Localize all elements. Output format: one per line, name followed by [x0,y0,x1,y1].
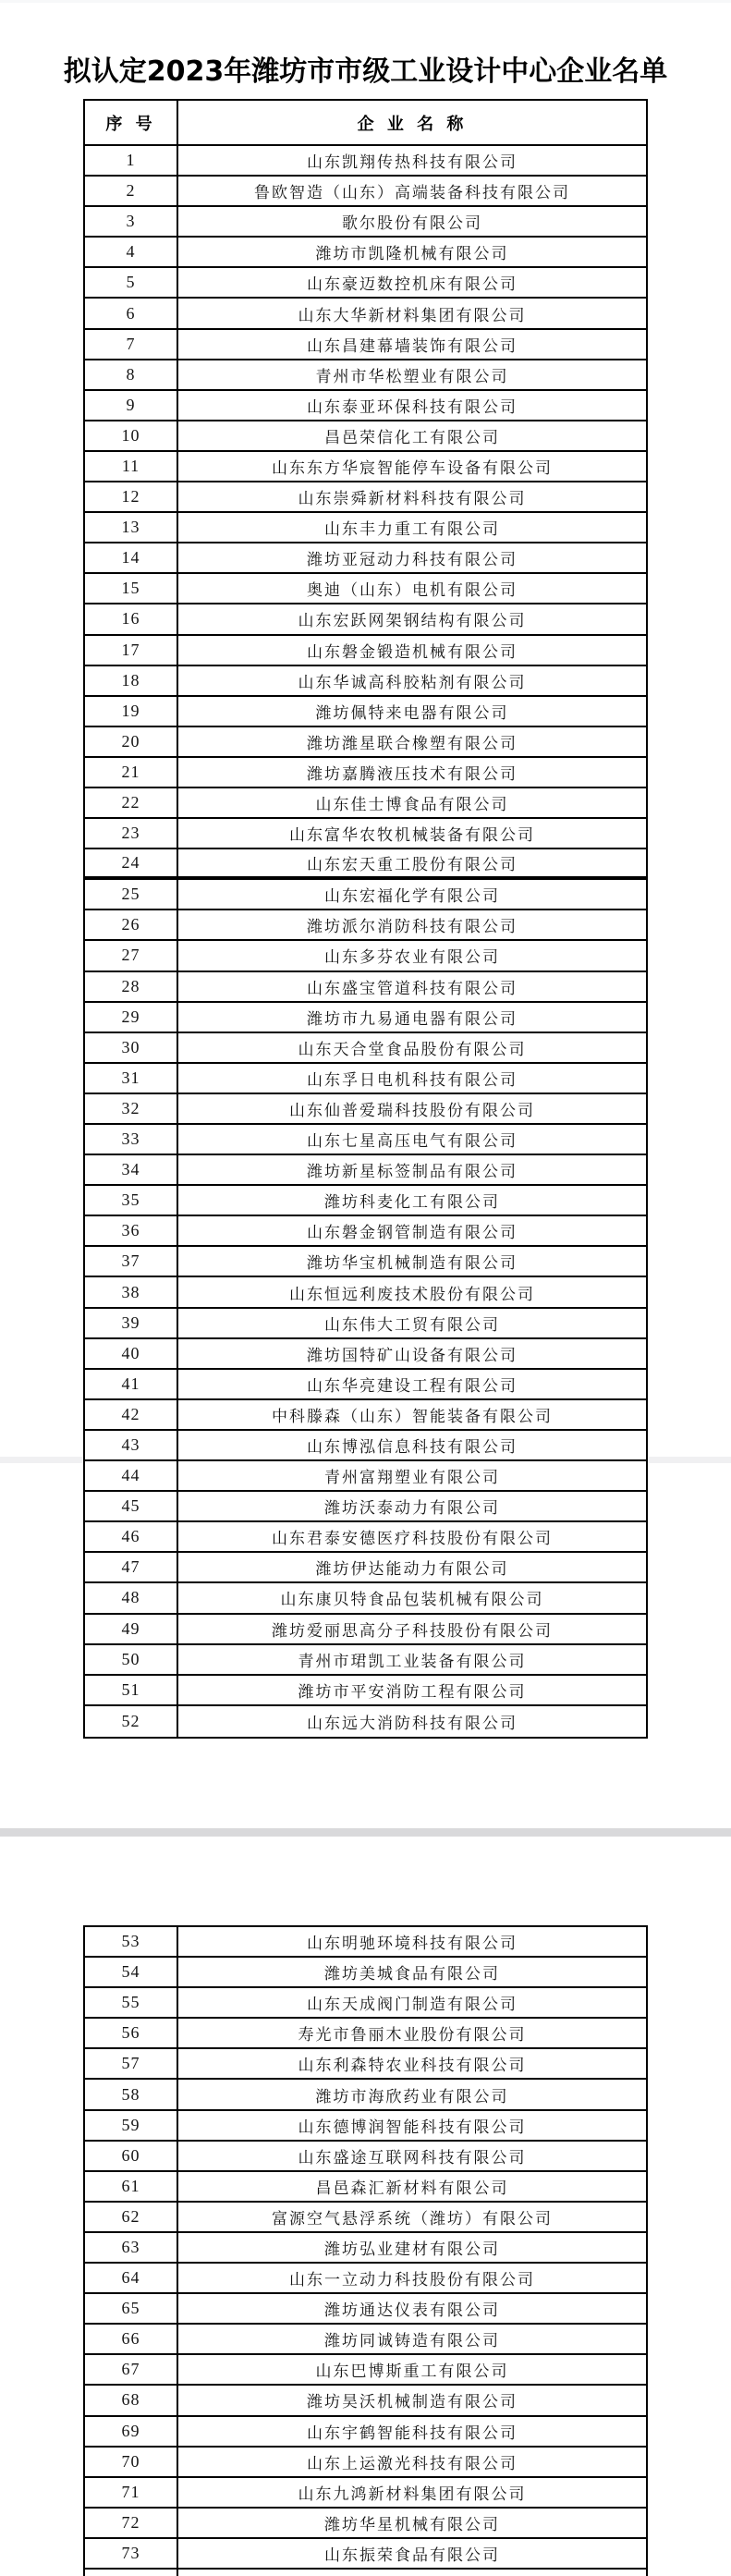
company-name: 山东豪迈数控机床有限公司 [307,275,518,294]
company-name: 潍坊派尔消防科技有限公司 [307,918,518,936]
table-row [85,1706,646,1737]
company-name: 潍坊市平安消防工程有限公司 [298,1682,527,1701]
row-index: 51 [85,1676,178,1704]
row-index: 38 [85,1277,178,1306]
company-name: 潍坊伊达能动力有限公司 [315,1560,509,1579]
table-row [85,910,646,941]
company-name: 昌邑荣信化工有限公司 [324,428,500,446]
table-row [85,2386,646,2416]
company-name: 山东天成阀门制造有限公司 [307,1996,518,2014]
row-index: 33 [85,1125,178,1154]
table-row [85,1064,646,1094]
company-name: 山东磐金锻造机械有限公司 [307,642,518,661]
table-row [85,2294,646,2325]
table-row [85,574,646,604]
table-row [85,1676,646,1706]
row-index: 60 [85,2142,178,2170]
table-row [85,604,646,635]
table-header-row [85,101,646,146]
company-name: 潍坊嘉腾液压技术有限公司 [307,764,518,783]
company-name: 山东东方华宸智能停车设备有限公司 [272,458,553,477]
row-index: 41 [85,1370,178,1398]
company-name: 山东盛宝管道科技有限公司 [307,979,518,997]
company-name: 山东一立动力科技股份有限公司 [289,2271,535,2289]
row-index: 22 [85,788,178,817]
company-name: 潍坊科麦化工有限公司 [324,1193,500,1212]
row-index: 37 [85,1247,178,1276]
table-row [85,727,646,758]
table-row-partial [85,2570,646,2576]
row-index: 14 [85,543,178,572]
table-row [85,452,646,482]
table-row [85,360,646,391]
row-index: 17 [85,636,178,665]
table-row [85,2049,646,2080]
company-name: 山东君泰安德医疗科技股份有限公司 [272,1530,553,1548]
table-row [85,2172,646,2203]
company-name: 山东佳士博食品有限公司 [315,796,509,814]
company-name: 潍坊市凯隆机械有限公司 [315,245,509,263]
company-name: 鲁欧智造（山东）高端装备科技有限公司 [254,184,570,202]
row-index: 12 [85,482,178,511]
row-index: 64 [85,2264,178,2292]
page-top-edge [0,0,731,3]
row-index: 11 [85,452,178,481]
table-row [85,636,646,666]
table-row [85,1247,646,1277]
table-row [85,421,646,452]
row-index: 56 [85,2019,178,2047]
company-name: 歌尔股份有限公司 [342,214,482,233]
company-name: 山东九鸿新材料集团有限公司 [298,2484,527,2503]
company-table-page1 [83,99,648,1739]
row-index: 52 [85,1706,178,1737]
table-row [85,1125,646,1155]
table-row [85,299,646,329]
table-row [85,146,646,177]
row-index: 25 [85,880,178,909]
row-index: 35 [85,1186,178,1215]
company-name: 山东华亮建设工程有限公司 [307,1376,518,1395]
table-row [85,1522,646,1553]
table-row [85,2019,646,2049]
company-name: 山东上运激光科技有限公司 [307,2454,518,2472]
row-index: 19 [85,697,178,726]
company-name: 潍坊同诚铸造有限公司 [324,2332,500,2350]
company-name: 潍坊市海欣药业有限公司 [315,2087,509,2106]
table-row [85,1431,646,1461]
table-row [85,543,646,574]
row-index: 48 [85,1583,178,1612]
company-name: 山东凯翔传热科技有限公司 [307,153,518,172]
table-row [85,238,646,268]
row-index: 39 [85,1309,178,1337]
row-index: 36 [85,1216,178,1245]
table-row [85,330,646,360]
row-index: 23 [85,819,178,848]
company-name: 山东磐金钢管制造有限公司 [307,1224,518,1242]
table-row [85,2417,646,2448]
company-name: 山东大华新材料集团有限公司 [298,306,527,324]
table-row [85,941,646,971]
row-index: 29 [85,1003,178,1032]
table-row [85,1400,646,1431]
table-row [85,1309,646,1339]
row-index: 44 [85,1461,178,1490]
table-row [85,1186,646,1216]
company-name: 潍坊沃泰动力有限公司 [324,1499,500,1518]
table-row [85,1645,646,1676]
table-row [85,697,646,727]
table-row [85,513,646,543]
company-name: 山东孚日电机科技有限公司 [307,1070,518,1089]
header-index: 序 号 [85,101,178,144]
table-row [85,268,646,299]
row-index: 73 [85,2539,178,2568]
table-row [85,1339,646,1370]
table-row [85,2355,646,2386]
row-index: 46 [85,1522,178,1551]
company-name: 潍坊美城食品有限公司 [324,1965,500,1984]
company-name: 青州富翔塑业有限公司 [324,1469,500,1487]
company-name: 山东德博润智能科技有限公司 [298,2118,527,2136]
table-row [85,482,646,513]
row-index: 47 [85,1553,178,1581]
row-index: 59 [85,2111,178,2140]
row-index: 8 [85,360,178,389]
company-name: 潍坊佩特来电器有限公司 [315,703,509,722]
table-row [85,1033,646,1064]
company-name: 山东天合堂食品股份有限公司 [298,1040,527,1058]
table-row [85,391,646,421]
company-name: 山东宇鹤智能科技有限公司 [307,2423,518,2442]
table-body [85,146,646,1737]
company-name: 山东盛途互联网科技有限公司 [298,2148,527,2167]
table-row [85,1615,646,1645]
table-row [85,1461,646,1492]
row-index: 26 [85,910,178,939]
table-row [85,1003,646,1033]
table-row [85,1370,646,1400]
row-index [85,2570,178,2576]
company-name: 潍坊新星标签制品有限公司 [307,1163,518,1181]
company-name: 潍坊昊沃机械制造有限公司 [307,2393,518,2411]
table-row [85,2325,646,2355]
table-row [85,880,646,910]
table-row [85,2448,646,2478]
table-row [85,2142,646,2172]
company-name [178,2570,646,2576]
company-name: 山东宏福化学有限公司 [324,887,500,906]
company-name: 潍坊市九易通电器有限公司 [307,1009,518,1028]
table-row [85,849,646,880]
company-name: 山东恒远利废技术股份有限公司 [289,1285,535,1303]
row-index: 21 [85,758,178,787]
company-name: 山东宏天重工股份有限公司 [307,856,518,874]
company-name: 潍坊弘业建材有限公司 [324,2240,500,2258]
row-index: 63 [85,2233,178,2262]
row-index: 72 [85,2509,178,2537]
row-index: 2 [85,177,178,205]
row-index: 9 [85,391,178,420]
row-index: 7 [85,330,178,359]
table-row [85,2509,646,2539]
company-name: 山东博泓信息科技有限公司 [307,1437,518,1456]
company-name: 潍坊国特矿山设备有限公司 [307,1346,518,1364]
row-index: 3 [85,207,178,236]
table-row [85,758,646,788]
company-name: 潍坊华宝机械制造有限公司 [307,1254,518,1273]
company-name: 山东明驰环境科技有限公司 [307,1935,518,1953]
row-index: 40 [85,1339,178,1368]
table-row [85,2478,646,2509]
row-index: 45 [85,1492,178,1520]
company-name: 山东巴博斯重工有限公司 [315,2362,509,2381]
table-row [85,819,646,849]
row-index: 30 [85,1033,178,1062]
company-name: 山东仙普爱瑞科技股份有限公司 [289,1101,535,1119]
table-row [85,1553,646,1583]
row-index: 61 [85,2172,178,2201]
row-index: 55 [85,1988,178,2017]
row-index: 4 [85,238,178,266]
row-index: 13 [85,513,178,542]
company-name: 青州市珺凯工业装备有限公司 [298,1652,527,1670]
row-index: 5 [85,268,178,297]
table-row [85,1988,646,2019]
company-name: 潍坊通达仪表有限公司 [324,2301,500,2320]
company-name: 山东富华农牧机械装备有限公司 [289,826,535,845]
company-name: 寿光市鲁丽木业股份有限公司 [298,2026,527,2045]
row-index: 42 [85,1400,178,1429]
table-row [85,666,646,697]
row-index: 50 [85,1645,178,1674]
company-name: 山东昌建幕墙装饰有限公司 [307,336,518,355]
row-index: 68 [85,2386,178,2414]
company-name: 山东丰力重工有限公司 [324,520,500,539]
company-name: 山东远大消防科技有限公司 [307,1714,518,1732]
row-index: 1 [85,146,178,175]
company-name: 昌邑森汇新材料有限公司 [315,2179,509,2197]
row-index: 69 [85,2417,178,2446]
company-table-page2 [83,1925,648,2576]
row-index: 49 [85,1615,178,1643]
table-row [85,1583,646,1614]
company-name: 山东伟大工贸有限公司 [324,1315,500,1334]
company-name: 山东利森特农业科技有限公司 [298,2057,527,2075]
table-row [85,788,646,819]
row-index: 67 [85,2355,178,2384]
row-index: 6 [85,299,178,327]
table-row [85,1216,646,1247]
row-index: 16 [85,604,178,633]
table-row [85,207,646,238]
row-index: 28 [85,972,178,1001]
company-name: 山东宏跃网架钢结构有限公司 [298,612,527,630]
row-index: 53 [85,1927,178,1956]
table-row [85,1277,646,1308]
row-index: 34 [85,1155,178,1184]
row-index: 66 [85,2325,178,2353]
table-row [85,2111,646,2142]
company-name: 潍坊潍星联合橡塑有限公司 [307,734,518,752]
company-name: 潍坊华星机械有限公司 [324,2515,500,2533]
row-index: 54 [85,1958,178,1986]
table-row [85,972,646,1003]
row-index: 43 [85,1431,178,1459]
page-break-gap [0,1828,731,1837]
company-name: 中科滕森（山东）智能装备有限公司 [272,1407,553,1425]
company-name: 山东多芬农业有限公司 [324,948,500,967]
company-name: 奥迪（山东）电机有限公司 [307,581,518,600]
row-index: 18 [85,666,178,695]
row-index: 20 [85,727,178,756]
table-body [85,1927,646,2576]
company-name: 潍坊爱丽思高分子科技股份有限公司 [272,1621,553,1640]
row-index: 71 [85,2478,178,2507]
page-title: 拟认定2023年潍坊市市级工业设计中心企业名单 [63,55,668,88]
row-index: 32 [85,1094,178,1123]
row-index: 57 [85,2049,178,2078]
row-index: 10 [85,421,178,450]
row-index: 62 [85,2203,178,2231]
company-name: 山东华诚高科胶粘剂有限公司 [298,673,527,691]
row-index: 70 [85,2448,178,2476]
table-row [85,2203,646,2233]
table-row [85,2233,646,2264]
company-name: 山东康贝特食品包装机械有限公司 [280,1591,544,1609]
row-index: 65 [85,2294,178,2323]
table-row [85,1094,646,1125]
table-row [85,177,646,207]
header-company-name: 企 业 名 称 [357,114,468,134]
company-name: 潍坊亚冠动力科技有限公司 [307,551,518,569]
row-index: 31 [85,1064,178,1093]
company-name: 山东泰亚环保科技有限公司 [307,397,518,416]
table-row [85,1155,646,1186]
row-index: 15 [85,574,178,603]
company-name: 富源空气悬浮系统（潍坊）有限公司 [272,2209,553,2228]
company-name: 山东崇舜新材料科技有限公司 [298,490,527,508]
table-row [85,2264,646,2294]
company-name: 青州市华松塑业有限公司 [315,367,509,385]
row-index: 58 [85,2080,178,2108]
table-row [85,2539,646,2570]
table-row [85,2080,646,2110]
table-row [85,1958,646,1988]
company-name: 山东七星高压电气有限公司 [307,1132,518,1151]
table-row [85,1492,646,1522]
company-name: 山东振荣食品有限公司 [324,2545,500,2564]
row-index: 24 [85,849,178,876]
table-row [85,1927,646,1958]
row-index: 27 [85,941,178,970]
